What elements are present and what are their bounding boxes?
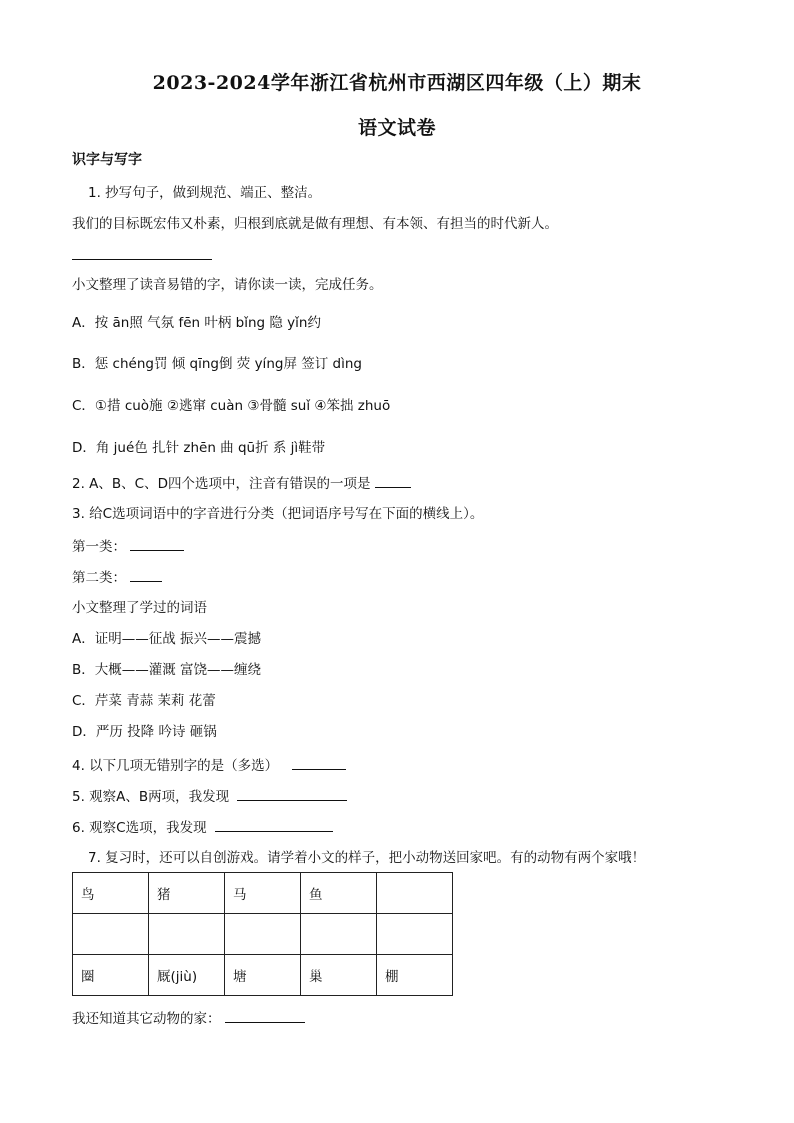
q5-prompt: 5. 观察A、B两项，我发现 bbox=[72, 789, 230, 805]
answer-cell[interactable] bbox=[377, 914, 453, 955]
extra-answer-blank[interactable] bbox=[225, 1008, 305, 1023]
class1-answer-blank[interactable] bbox=[130, 536, 184, 551]
exam-title: 2023-2024学年浙江省杭州市西湖区四年级（上）期末 bbox=[152, 72, 642, 94]
table-row-answers bbox=[73, 914, 453, 955]
animal-cell-fish: 鱼 bbox=[301, 873, 377, 914]
extra-prompt: 我还知道其它动物的家： bbox=[72, 1011, 221, 1027]
words-option-a: A．证明——征战 振兴——震撼 bbox=[72, 631, 262, 647]
q4-prompt: 4. 以下几项无错别字的是（多选） bbox=[72, 758, 279, 774]
q6-row bbox=[72, 817, 333, 838]
words-option-c: C．芹菜 青蒜 茉莉 花蕾 bbox=[72, 693, 216, 709]
q5-row bbox=[72, 786, 347, 807]
q7-prompt: 7. 复习时，还可以自创游戏。请学着小文的样子，把小动物送回家吧。有的动物有两个家哦！ bbox=[88, 850, 646, 866]
words-task-intro: 小文整理了学过的词语 bbox=[72, 600, 207, 616]
q5-answer-blank[interactable] bbox=[237, 786, 347, 801]
words-option-d: D．严历 投降 吟诗 砸锅 bbox=[72, 724, 217, 740]
animal-cell-pig: 猪 bbox=[149, 873, 225, 914]
class1-row bbox=[72, 536, 184, 557]
q2-answer-blank[interactable] bbox=[375, 473, 411, 488]
table-row-homes bbox=[73, 955, 453, 996]
q1-sentence: 我们的目标既宏伟又朴素，归根到底就是做有理想、有本领、有担当的时代新人。 bbox=[72, 216, 558, 232]
animal-home-table bbox=[72, 872, 453, 996]
animal-cell-blank[interactable] bbox=[377, 873, 453, 914]
table-row-animals bbox=[73, 873, 453, 914]
pinyin-task-intro: 小文整理了读音易错的字，请你读一读，完成任务。 bbox=[72, 277, 383, 293]
home-cell-nest: 巢 bbox=[301, 955, 377, 996]
answer-cell[interactable] bbox=[225, 914, 301, 955]
animal-cell-horse: 马 bbox=[225, 873, 301, 914]
q1-answer-line[interactable] bbox=[72, 259, 212, 260]
q6-prompt: 6. 观察C选项，我发现 bbox=[72, 820, 207, 836]
home-cell-stable: 厩(jiù) bbox=[149, 955, 225, 996]
q6-answer-blank[interactable] bbox=[215, 817, 333, 832]
q3-prompt: 3. 给C选项词语中的字音进行分类（把词语序号写在下面的横线上）。 bbox=[72, 506, 484, 522]
answer-cell[interactable] bbox=[73, 914, 149, 955]
extra-row bbox=[72, 1008, 305, 1029]
q2-prompt: 2. A、B、C、D四个选项中，注音有错误的一项是 bbox=[72, 476, 371, 492]
words-option-b: B．大概——灌溉 富饶——缠绕 bbox=[72, 662, 262, 678]
class1-label: 第一类： bbox=[72, 539, 126, 555]
pinyin-option-a: A．按 ān照 气氛 fēn 叶柄 bǐng 隐 yǐn约 bbox=[72, 315, 321, 331]
exam-subtitle: 语文试卷 bbox=[357, 117, 436, 139]
pinyin-option-d: D．角 jué色 扎针 zhēn 曲 qū折 系 jì鞋带 bbox=[72, 440, 326, 456]
answer-cell[interactable] bbox=[301, 914, 377, 955]
q2-row bbox=[72, 473, 411, 494]
section-heading: 识字与写字 bbox=[72, 152, 142, 168]
q4-answer-blank[interactable] bbox=[292, 755, 346, 770]
home-cell-pond: 塘 bbox=[225, 955, 301, 996]
answer-cell[interactable] bbox=[149, 914, 225, 955]
class2-answer-blank[interactable] bbox=[130, 567, 162, 582]
class2-label: 第二类： bbox=[72, 570, 126, 586]
q1-prompt: 1. 抄写句子，做到规范、端正、整洁。 bbox=[88, 185, 322, 201]
pinyin-option-c: C．①措 cuò施 ②逃窜 cuàn ③骨髓 suǐ ④笨拙 zhuō bbox=[72, 398, 391, 414]
home-cell-pen: 圈 bbox=[73, 955, 149, 996]
animal-cell-bird: 鸟 bbox=[73, 873, 149, 914]
class2-row bbox=[72, 567, 162, 588]
home-cell-shed: 棚 bbox=[377, 955, 453, 996]
pinyin-option-b: B．惩 chéng罚 倾 qīng倒 荧 yíng屏 签订 dìng bbox=[72, 356, 362, 372]
q4-row bbox=[72, 755, 346, 776]
